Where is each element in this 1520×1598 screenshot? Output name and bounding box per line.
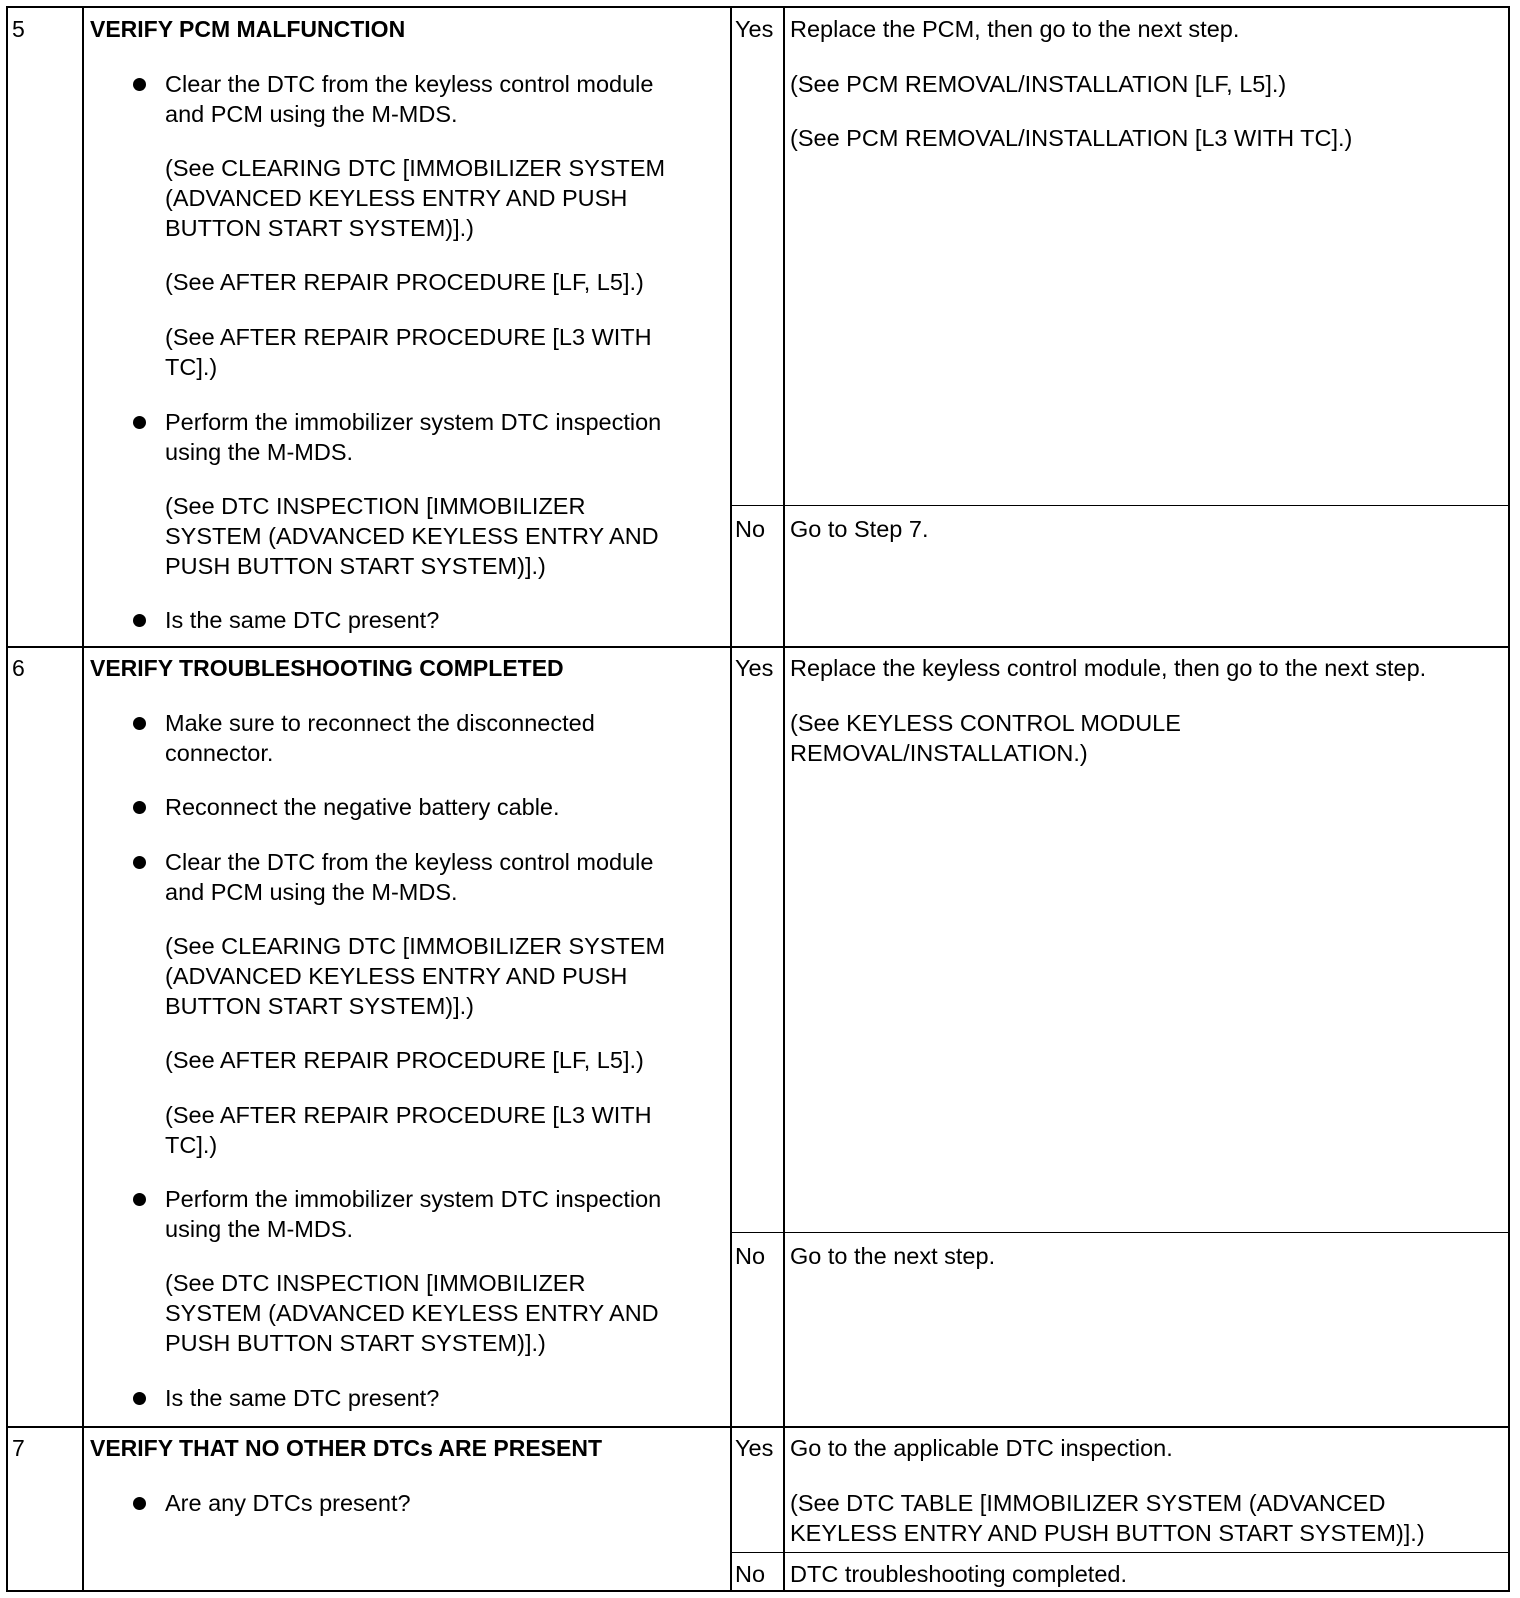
yes-reference: (See KEYLESS CONTROL MODULE (790, 710, 1181, 736)
column-divider (783, 8, 785, 1590)
reference-text: (See CLEARING DTC [IMMOBILIZER SYSTEM (165, 155, 666, 181)
reference-text: SYSTEM (ADVANCED KEYLESS ENTRY AND (165, 1300, 659, 1326)
step-instruction: Clear the DTC from the keyless control module (165, 849, 654, 875)
no-label: No (735, 1561, 766, 1587)
reference-text: (See AFTER REPAIR PROCEDURE [LF, L5].) (165, 1047, 644, 1073)
reference-text: TC].) (165, 1132, 218, 1158)
yes-label: Yes (735, 1435, 774, 1461)
yes-reference: (See PCM REMOVAL/INSTALLATION [L3 WITH TC].) (790, 125, 1353, 151)
no-label: No (735, 1243, 766, 1269)
reference-text: SYSTEM (ADVANCED KEYLESS ENTRY AND (165, 523, 659, 549)
reference-text: (See AFTER REPAIR PROCEDURE [L3 WITH (165, 1102, 652, 1128)
step-title: VERIFY TROUBLESHOOTING COMPLETED (90, 655, 564, 681)
bullet-icon (133, 416, 146, 429)
step-instruction: using the M-MDS. (165, 1216, 354, 1242)
reference-text: BUTTON START SYSTEM)].) (165, 993, 475, 1019)
row-divider (8, 1426, 1508, 1428)
no-action: Go to Step 7. (790, 516, 929, 542)
step-question: Are any DTCs present? (165, 1490, 411, 1516)
step-instruction: Perform the immobilizer system DTC inspection (165, 409, 662, 435)
step-number: 6 (12, 655, 25, 681)
column-divider (730, 8, 732, 1590)
yes-reference: (See DTC TABLE [IMMOBILIZER SYSTEM (ADVANCED (790, 1490, 1386, 1516)
yes-reference: KEYLESS ENTRY AND PUSH BUTTON START SYSTEM)].) (790, 1520, 1425, 1546)
yes-no-divider (730, 505, 1508, 506)
step-instruction: and PCM using the M-MDS. (165, 101, 458, 127)
step-question: Is the same DTC present? (165, 1385, 440, 1411)
bullet-icon (133, 717, 146, 730)
step-title: VERIFY PCM MALFUNCTION (90, 16, 406, 42)
reference-text: (See DTC INSPECTION [IMMOBILIZER (165, 1270, 586, 1296)
reference-text: (See AFTER REPAIR PROCEDURE [LF, L5].) (165, 269, 644, 295)
step-instruction: Perform the immobilizer system DTC inspection (165, 1186, 662, 1212)
reference-text: (ADVANCED KEYLESS ENTRY AND PUSH (165, 963, 628, 989)
yes-action: Replace the keyless control module, then go to the next step. (790, 655, 1427, 681)
step-instruction: Clear the DTC from the keyless control module (165, 71, 654, 97)
bullet-icon (133, 614, 146, 627)
reference-text: (See CLEARING DTC [IMMOBILIZER SYSTEM (165, 933, 666, 959)
step-title: VERIFY THAT NO OTHER DTCs ARE PRESENT (90, 1435, 603, 1461)
reference-text: (See DTC INSPECTION [IMMOBILIZER (165, 493, 586, 519)
reference-text: PUSH BUTTON START SYSTEM)].) (165, 1330, 546, 1356)
yes-label: Yes (735, 16, 774, 42)
column-divider (82, 8, 84, 1590)
yes-reference: REMOVAL/INSTALLATION.) (790, 740, 1088, 766)
step-number: 5 (12, 16, 25, 42)
row-divider (8, 646, 1508, 648)
no-action: Go to the next step. (790, 1243, 996, 1269)
step-instruction: using the M-MDS. (165, 439, 354, 465)
procedure-table (6, 6, 1510, 1592)
yes-reference: (See PCM REMOVAL/INSTALLATION [LF, L5].) (790, 71, 1287, 97)
yes-no-divider (730, 1232, 1508, 1233)
reference-text: BUTTON START SYSTEM)].) (165, 215, 475, 241)
bullet-icon (133, 801, 146, 814)
step-instruction: and PCM using the M-MDS. (165, 879, 458, 905)
bullet-icon (133, 1392, 146, 1405)
reference-text: TC].) (165, 354, 218, 380)
step-instruction: connector. (165, 740, 274, 766)
reference-text: PUSH BUTTON START SYSTEM)].) (165, 553, 546, 579)
no-label: No (735, 516, 766, 542)
step-number: 7 (12, 1435, 25, 1461)
yes-action: Go to the applicable DTC inspection. (790, 1435, 1173, 1461)
step-instruction: Reconnect the negative battery cable. (165, 794, 560, 820)
bullet-icon (133, 78, 146, 91)
bullet-icon (133, 856, 146, 869)
bullet-icon (133, 1497, 146, 1510)
yes-action: Replace the PCM, then go to the next step. (790, 16, 1240, 42)
step-question: Is the same DTC present? (165, 607, 440, 633)
no-action: DTC troubleshooting completed. (790, 1561, 1128, 1587)
reference-text: (ADVANCED KEYLESS ENTRY AND PUSH (165, 185, 628, 211)
reference-text: (See AFTER REPAIR PROCEDURE [L3 WITH (165, 324, 652, 350)
yes-label: Yes (735, 655, 774, 681)
bullet-icon (133, 1193, 146, 1206)
yes-no-divider (730, 1552, 1508, 1553)
step-instruction: Make sure to reconnect the disconnected (165, 710, 595, 736)
